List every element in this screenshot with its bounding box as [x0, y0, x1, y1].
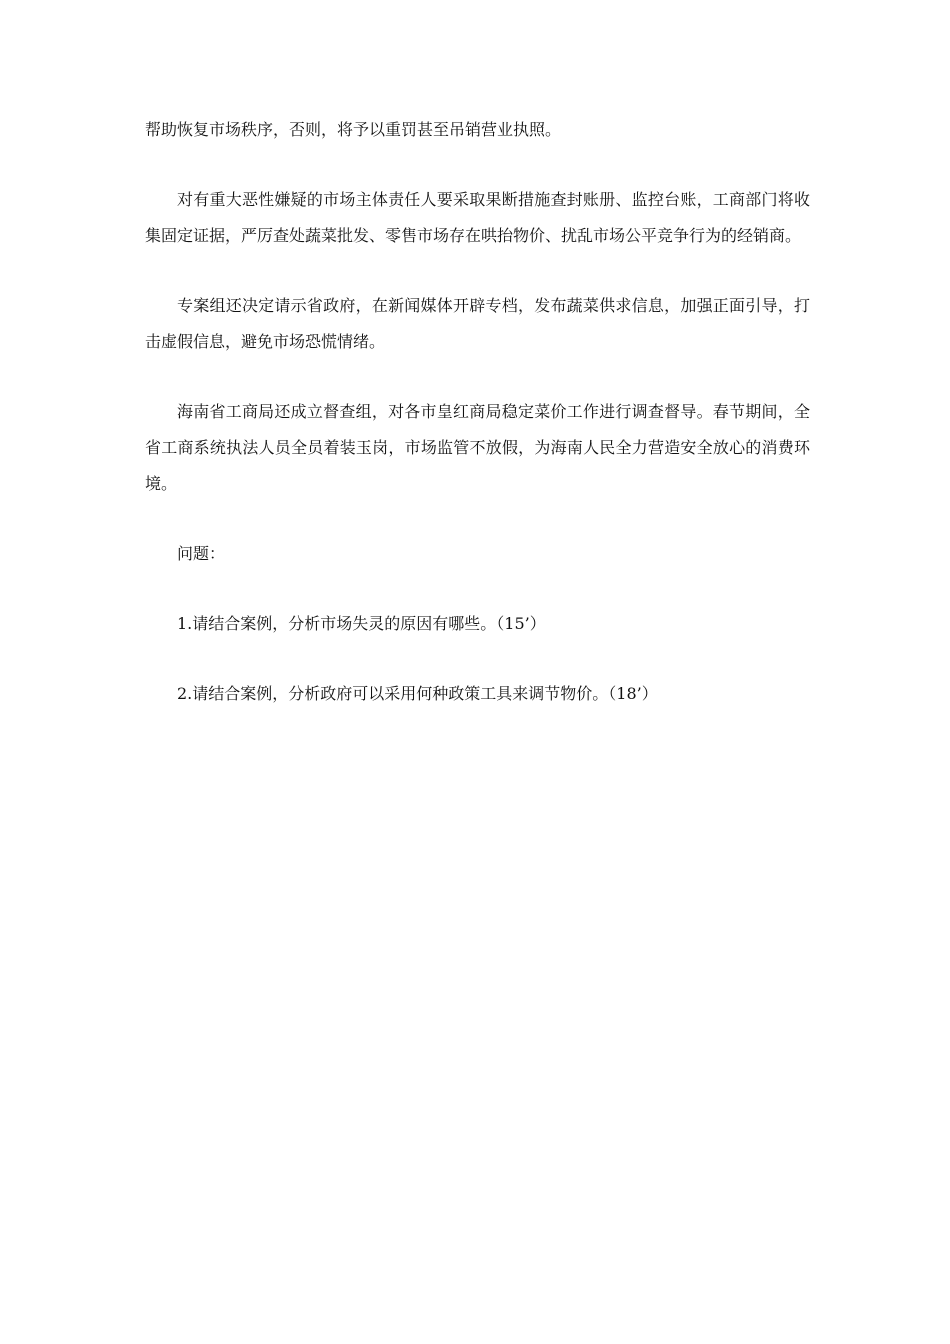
paragraph-supervision: 海南省工商局还成立督查组，对各市皇红商局稳定菜价工作进行调查督导。春节期间，全省工商系统执法人员全员着装玉岗，市场监管不放假，为海南人民全力营造安全放心的消费环境。: [145, 402, 810, 493]
paragraph-media: 专案组还决定请示省政府，在新闻媒体开辟专档，发布蔬菜供求信息，加强正面引导，打击虚假信息，避免市场恐慌情绪。: [145, 296, 810, 351]
question-1: 1.请结合案例，分析市场失灵的原因有哪些。（15’）: [177, 614, 546, 633]
paragraph-enforcement: 对有重大恶性嫌疑的市场主体责任人要采取果断措施查封账册、监控台账，工商部门将收集固定证据，严厉查处蔬菜批发、零售市场存在哄抬物价、扰乱市场公平竞争行为的经销商。: [145, 190, 810, 245]
paragraph-continuation: 帮助恢复市场秩序，否则，将予以重罚甚至吊销营业执照。: [145, 120, 562, 139]
questions-heading: 问题：: [177, 544, 226, 563]
question-2: 2.请结合案例，分析政府可以采用何种政策工具来调节物价。（18’）: [177, 684, 658, 703]
document-body: [145, 112, 810, 712]
